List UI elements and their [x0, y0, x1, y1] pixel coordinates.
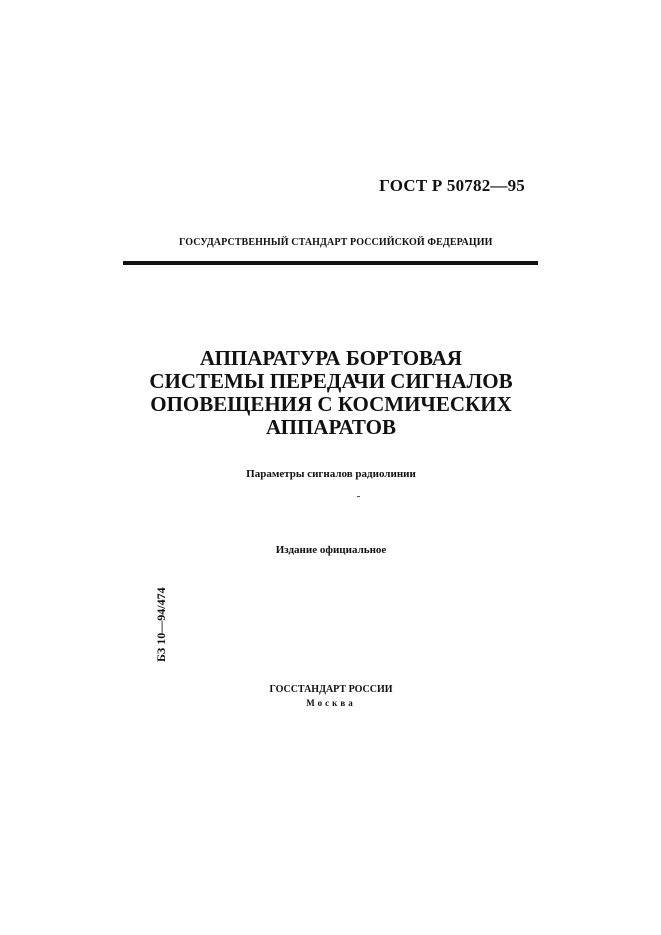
title-line: ОПОВЕЩЕНИЯ С КОСМИЧЕСКИХ [150, 392, 512, 416]
document-title [131, 347, 531, 439]
standard-number: ГОСТ Р 50782—95 [379, 176, 525, 195]
title-line: АППАРАТОВ [265, 415, 396, 439]
state-standard-heading: ГОСУДАРСТВЕННЫЙ СТАНДАРТ РОССИЙСКОЙ ФЕДЕРАЦИИ [179, 237, 493, 248]
publisher: ГОССТАНДАРТ РОССИИ [269, 684, 393, 695]
heading-rule [123, 261, 538, 265]
print-speck [357, 496, 360, 497]
document-subtitle: Параметры сигналов радиолинии [246, 468, 416, 480]
edition-label: Издание официальное [275, 544, 387, 556]
publication-city: Москва [306, 698, 356, 708]
side-code: БЗ 10—94/474 [154, 587, 168, 662]
title-line: АППАРАТУРА БОРТОВАЯ [199, 346, 463, 370]
title-line: СИСТЕМЫ ПЕРЕДАЧИ СИГНАЛОВ [149, 369, 513, 393]
